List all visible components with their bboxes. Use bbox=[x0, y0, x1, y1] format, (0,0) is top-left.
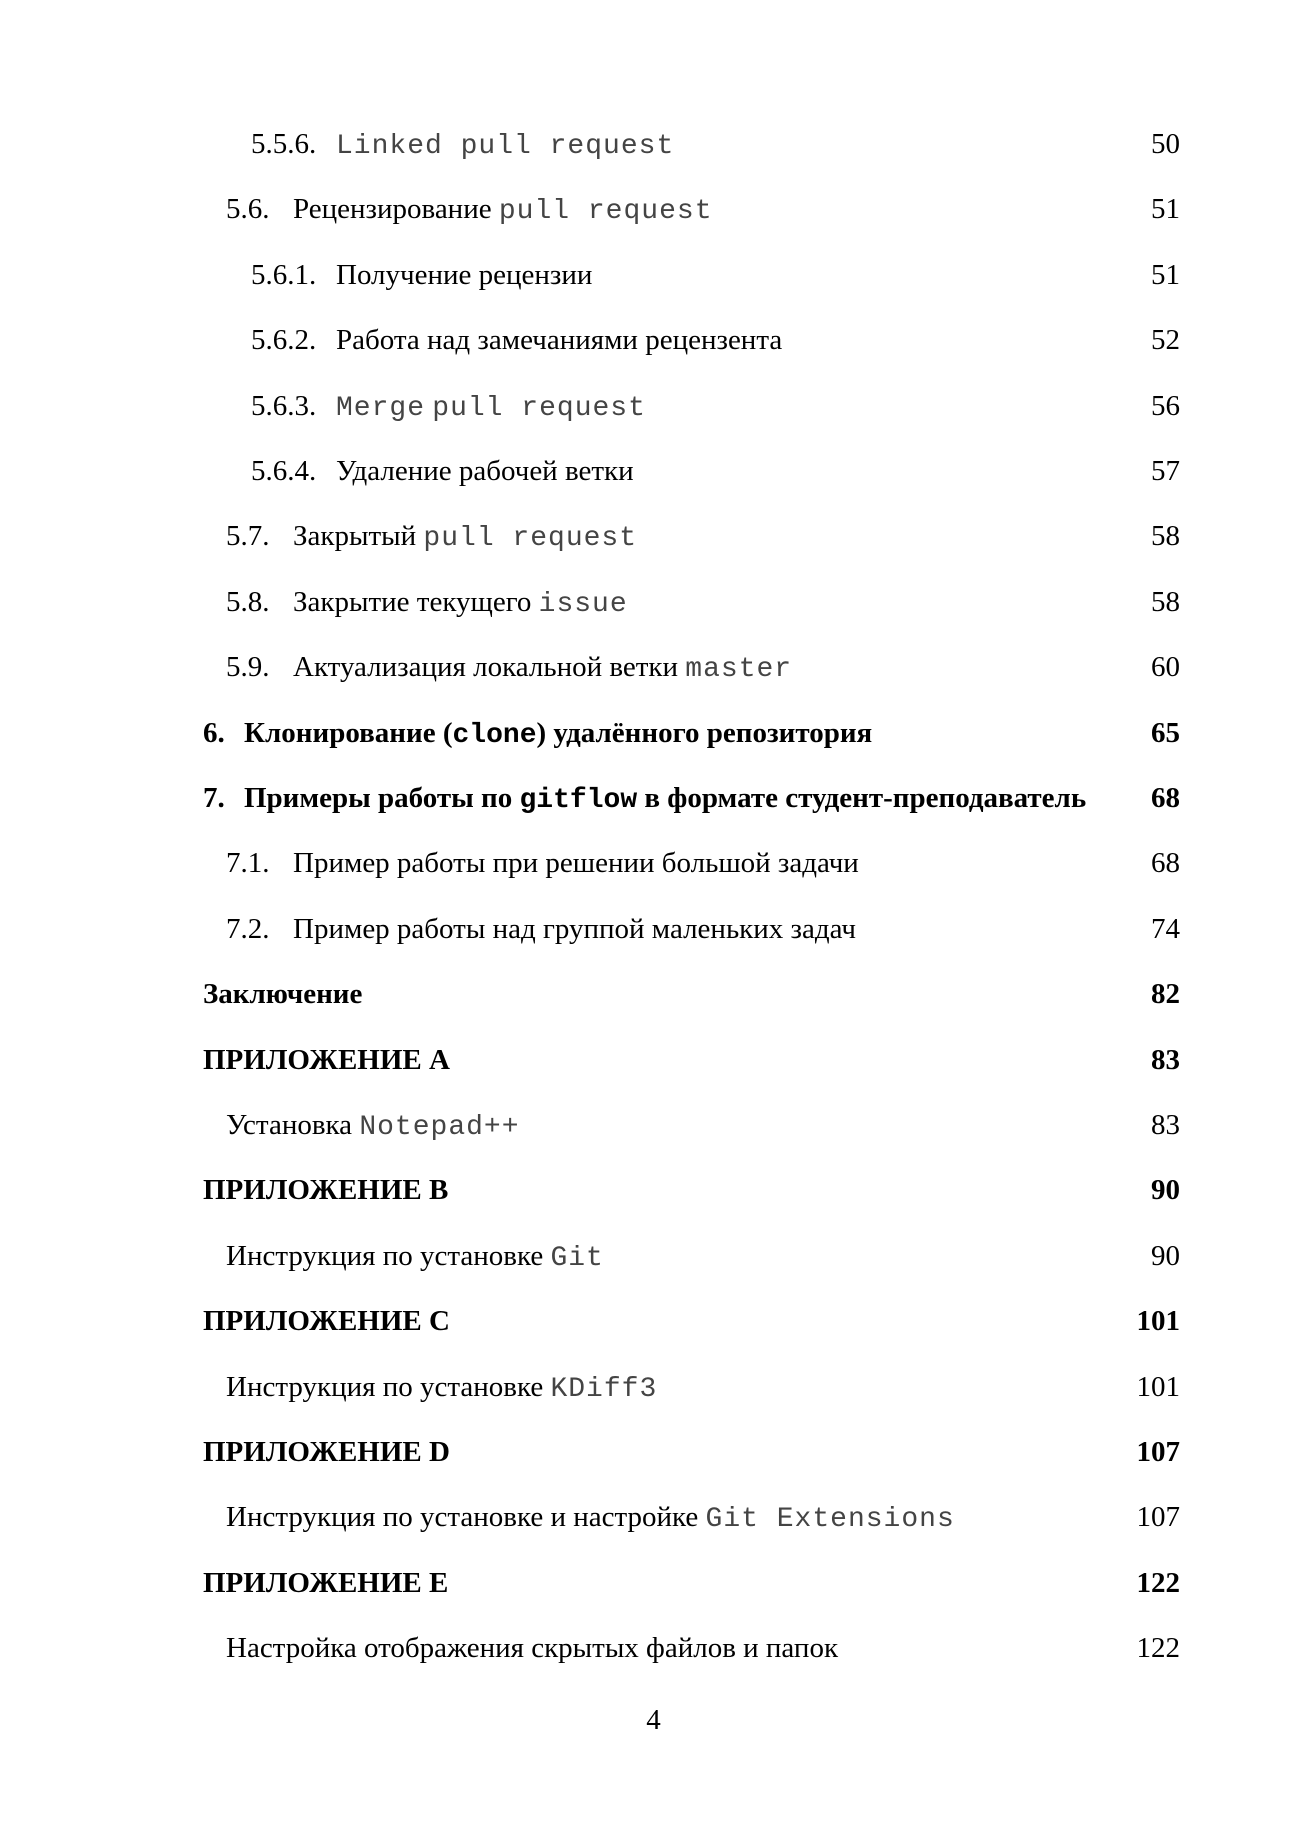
code-term: gitflow bbox=[519, 785, 638, 816]
code-term: pull request bbox=[423, 523, 638, 555]
title-text: ПРИЛОЖЕНИЕ A bbox=[203, 1043, 450, 1076]
toc-entry[interactable] bbox=[0, 582, 1307, 622]
toc-entry-title bbox=[336, 386, 646, 429]
title-text: Инструкция по установке и настройке bbox=[226, 1501, 706, 1534]
toc-entry-title bbox=[226, 1628, 838, 1668]
toc-entry[interactable] bbox=[0, 320, 1307, 360]
toc-entry-number: 5.6.3. bbox=[251, 389, 317, 422]
toc-entry-page: 58 bbox=[1151, 520, 1180, 553]
code-term: Git bbox=[550, 1242, 604, 1274]
title-text: Инструкция по установке bbox=[226, 1239, 551, 1272]
toc-entry[interactable] bbox=[0, 1040, 1307, 1080]
toc-entry-title bbox=[293, 909, 856, 949]
title-text: ПРИЛОЖЕНИЕ E bbox=[203, 1566, 449, 1599]
toc-entry-number: 5.6. bbox=[226, 193, 270, 226]
title-text: Установка bbox=[226, 1109, 360, 1141]
toc-entry-title bbox=[293, 647, 792, 690]
code-term: Merge bbox=[336, 392, 426, 424]
toc-entry-number: 6. bbox=[203, 716, 225, 749]
toc-entry[interactable] bbox=[0, 1236, 1307, 1276]
toc-entry[interactable] bbox=[0, 1170, 1307, 1210]
toc-entry-page: 68 bbox=[1151, 782, 1180, 814]
code-term: clone bbox=[452, 719, 537, 751]
toc-entry[interactable] bbox=[0, 1301, 1307, 1341]
code-term: issue bbox=[538, 588, 628, 620]
toc-entry-page: 101 bbox=[1136, 1370, 1180, 1403]
toc-entry-number: 5.6.2. bbox=[251, 324, 317, 357]
toc-entry[interactable] bbox=[0, 386, 1307, 426]
code-term: KDiff3 bbox=[550, 1373, 658, 1405]
toc-entry-number: 5.8. bbox=[226, 585, 270, 618]
toc-entry-page: 50 bbox=[1151, 128, 1180, 160]
toc-entry-page: 74 bbox=[1151, 912, 1180, 945]
toc-entry-page: 122 bbox=[1136, 1632, 1180, 1665]
code-term: pull request bbox=[498, 196, 713, 228]
toc-entry-title bbox=[203, 1040, 450, 1080]
toc-entry-page: 57 bbox=[1151, 455, 1180, 487]
toc-entry-page: 65 bbox=[1151, 716, 1180, 749]
toc-entry-title bbox=[226, 1367, 657, 1410]
toc-entry[interactable] bbox=[0, 255, 1307, 295]
title-text: Инструкция по установке bbox=[226, 1370, 551, 1403]
toc-entry[interactable] bbox=[0, 1628, 1307, 1668]
toc-entry-title bbox=[336, 255, 592, 295]
toc-entry[interactable] bbox=[0, 843, 1307, 883]
toc-entry-title bbox=[244, 778, 1086, 821]
title-text: Закрытие текущего bbox=[293, 585, 539, 618]
title-text: Работа над замечаниями рецензента bbox=[336, 324, 783, 357]
toc-entry-page: 52 bbox=[1151, 324, 1180, 357]
title-text: Примеры работы по bbox=[244, 782, 520, 814]
toc-entry-number: 7. bbox=[203, 782, 225, 814]
toc-entry[interactable] bbox=[0, 189, 1307, 229]
toc-entry-title bbox=[226, 1236, 604, 1279]
toc-entry-page: 122 bbox=[1136, 1566, 1180, 1599]
toc-entry-page: 83 bbox=[1151, 1109, 1180, 1141]
toc-entry[interactable] bbox=[0, 713, 1307, 753]
toc-entry-page: 60 bbox=[1151, 651, 1180, 684]
toc-entry[interactable] bbox=[0, 647, 1307, 687]
toc-entry-number: 5.6.4. bbox=[251, 455, 317, 487]
title-text: ) удалённого репозитория bbox=[536, 716, 873, 749]
toc-entry-title bbox=[203, 1432, 450, 1472]
toc-entry-title bbox=[336, 451, 634, 491]
toc-entry-page: 107 bbox=[1136, 1501, 1180, 1534]
toc-entry-page: 82 bbox=[1151, 978, 1180, 1011]
title-text: Удаление рабочей ветки bbox=[336, 455, 634, 487]
toc-entry[interactable] bbox=[0, 778, 1307, 818]
title-text: Получение рецензии bbox=[336, 258, 593, 291]
toc-entry-number: 5.5.6. bbox=[251, 128, 317, 160]
toc-entry-title bbox=[226, 1497, 955, 1540]
toc-entry-number: 7.1. bbox=[226, 847, 270, 880]
toc-entry-page: 90 bbox=[1151, 1239, 1180, 1272]
toc-entry-page: 56 bbox=[1151, 389, 1180, 422]
title-text: ПРИЛОЖЕНИЕ D bbox=[203, 1436, 450, 1468]
toc-entry-title bbox=[293, 516, 637, 559]
code-term: master bbox=[685, 654, 793, 686]
toc-entry-page: 51 bbox=[1151, 193, 1180, 226]
toc-entry-title bbox=[226, 1105, 520, 1148]
title-text: ПРИЛОЖЕНИЕ C bbox=[203, 1305, 450, 1338]
toc-entry-page: 58 bbox=[1151, 585, 1180, 618]
toc-entry-page: 101 bbox=[1136, 1305, 1180, 1338]
toc-entry-number: 5.9. bbox=[226, 651, 270, 684]
toc-entry-number: 7.2. bbox=[226, 912, 270, 945]
toc-entry-page: 83 bbox=[1151, 1043, 1180, 1076]
title-text: Актуализация локальной ветки bbox=[293, 651, 686, 684]
page-number: 4 bbox=[646, 1704, 661, 1736]
toc-entry[interactable] bbox=[0, 516, 1307, 556]
toc-entry-title bbox=[203, 974, 362, 1014]
toc-entry[interactable] bbox=[0, 974, 1307, 1014]
toc-entry-number: 5.7. bbox=[226, 520, 270, 553]
code-term: Git Extensions bbox=[705, 1504, 955, 1536]
title-text: Закрытый bbox=[293, 520, 424, 553]
toc-entry[interactable] bbox=[0, 451, 1307, 491]
code-term: Linked pull request bbox=[336, 131, 675, 162]
toc-entry-title bbox=[293, 582, 628, 625]
title-text: ПРИЛОЖЕНИЕ B bbox=[203, 1174, 449, 1207]
title-text: Пример работы над группой маленьких задач bbox=[293, 912, 856, 945]
toc-entry[interactable] bbox=[0, 1563, 1307, 1603]
title-text: в формате студент-преподаватель bbox=[637, 782, 1087, 814]
title-text: Настройка отображения скрытых файлов и папок bbox=[226, 1632, 839, 1665]
toc-entry-page: 107 bbox=[1136, 1436, 1180, 1468]
toc-entry[interactable] bbox=[0, 124, 1307, 164]
toc-entry[interactable] bbox=[0, 1432, 1307, 1472]
toc-entry[interactable] bbox=[0, 909, 1307, 949]
toc-entry-title bbox=[336, 320, 782, 360]
toc-entry-title bbox=[203, 1563, 448, 1603]
code-term: Notepad++ bbox=[359, 1112, 520, 1143]
title-text: Клонирование ( bbox=[244, 716, 453, 749]
toc-entry-title bbox=[336, 124, 674, 167]
toc-entry-page: 90 bbox=[1151, 1174, 1180, 1207]
toc-entry[interactable] bbox=[0, 1367, 1307, 1407]
toc-entry-title bbox=[203, 1170, 448, 1210]
toc-entry-number: 5.6.1. bbox=[251, 258, 317, 291]
toc-entry-title bbox=[203, 1301, 450, 1341]
toc-entry-page: 68 bbox=[1151, 847, 1180, 880]
toc-entry-title bbox=[293, 843, 859, 883]
toc-entry-title bbox=[293, 189, 713, 232]
toc-entry[interactable] bbox=[0, 1497, 1307, 1537]
toc-entry-title bbox=[244, 713, 872, 756]
toc-entry[interactable] bbox=[0, 1105, 1307, 1145]
title-text: Заключение bbox=[203, 978, 363, 1011]
title-text: Пример работы при решении большой задачи bbox=[293, 847, 859, 880]
title-text: Рецензирование bbox=[293, 193, 499, 226]
toc-entry-page: 51 bbox=[1151, 258, 1180, 291]
code-term: pull request bbox=[432, 392, 646, 424]
